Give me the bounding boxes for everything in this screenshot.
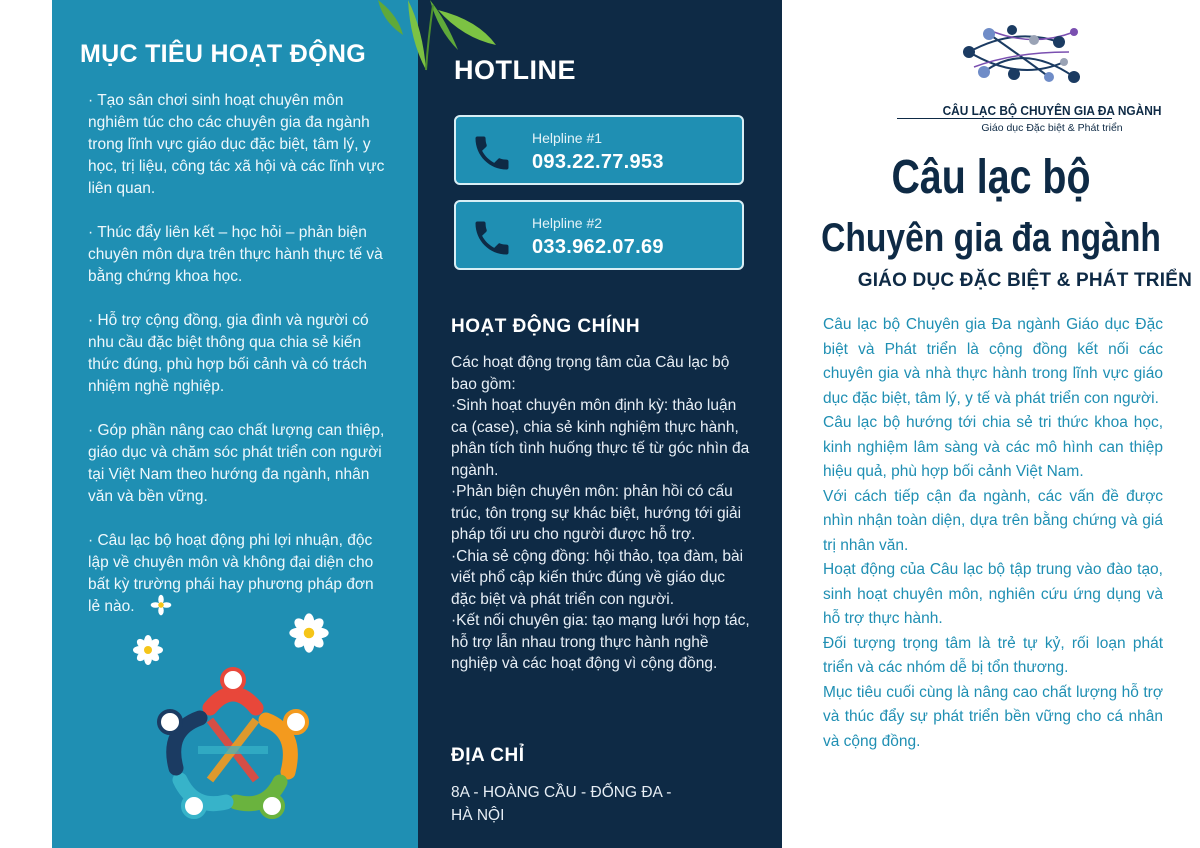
- goal-item: · Góp phần nâng cao chất lượng can thiệp, giáo dục và chăm sóc phát triển con người tại Việt Nam theo hướng đa ngành, nhân văn và bền vững.: [88, 422, 385, 505]
- description-paragraph: Với cách tiếp cận đa ngành, các vấn đề được nhìn nhận toàn diện, dựa trên bằng chứng và giá trị nhân văn.: [823, 487, 1163, 554]
- helpline-card[interactable]: [454, 200, 744, 270]
- description-paragraph: Mục tiêu cuối cùng là nâng cao chất lượng hỗ trợ và thúc đẩy sự phát triển bền vững cho cá nhân và cộng đồng.: [823, 683, 1163, 750]
- address-line: HÀ NỘI: [451, 807, 505, 824]
- description: [823, 313, 1163, 754]
- main-subtitle: GIÁO DỤC ĐẶC BIỆT & PHÁT TRIỂN: [857, 270, 1192, 291]
- logo-name: CÂU LẠC BỘ CHUYÊN GIA ĐA NGÀNH: [942, 104, 1162, 118]
- logo-subtitle: Giáo dục Đặc biệt & Phát triển: [981, 122, 1123, 134]
- helpline-label: Helpline #2: [532, 215, 603, 231]
- helpline-number[interactable]: 093.22.77.953: [532, 151, 664, 173]
- community-circle-icon: [148, 660, 318, 830]
- description-paragraph: Câu lạc bộ Chuyên gia Đa ngành Giáo dục Đặc biệt và Phát triển là cộng đồng kết nối các chuyên gia và nhà thực hành trong lĩnh vực giáo dục đặc biệt, tâm lý, y tế và phát triển con người.: [823, 316, 1163, 407]
- activity-item: ·Chia sẻ cộng đồng: hội thảo, tọa đàm, bài viết phổ cập kiến thức đúng về giáo dục đặc biệt và phát triển con người.: [451, 547, 744, 608]
- helpline-card[interactable]: [454, 115, 744, 185]
- club-logo-icon: [954, 22, 1084, 92]
- phone-icon: [470, 131, 514, 175]
- helpline-number[interactable]: 033.962.07.69: [532, 236, 664, 258]
- left-panel: [52, 0, 418, 848]
- helpline-label: Helpline #1: [532, 130, 603, 146]
- goals-list: [88, 90, 388, 640]
- main-title-line1: Câu lạc bộ: [891, 151, 1091, 204]
- address-text: [451, 781, 751, 827]
- description-paragraph: Câu lạc bộ hướng tới chia sẻ tri thức khoa học, kinh nghiệm lâm sàng và các mô hình can thiệp hiệu quả, phù hợp bối cảnh Việt Nam.: [823, 414, 1163, 480]
- goal-item: · Câu lạc bộ hoạt động phi lợi nhuận, độc lập về chuyên môn và không đại diện cho bất kỳ trường phái hay phương pháp đơn lẻ nào.: [88, 532, 374, 615]
- flower-icon: [150, 594, 172, 616]
- goal-item: · Thúc đẩy liên kết – học hỏi – phản biện chuyên môn dựa trên thực hành thực tế và bằng chứng khoa học.: [88, 224, 383, 285]
- activities-list: [451, 352, 751, 675]
- goals-title: MỤC TIÊU HOẠT ĐỘNG: [80, 40, 366, 68]
- middle-panel: [418, 0, 782, 848]
- phone-icon: [470, 216, 514, 260]
- right-panel: [782, 0, 1200, 848]
- hotline-title: HOTLINE: [454, 55, 576, 85]
- logo-divider: [897, 118, 1112, 119]
- activity-item: ·Phản biện chuyên môn: phản hồi có cấu trúc, tôn trọng sự khác biệt, hướng tới giải pháp tối ưu cho người được hỗ trợ.: [451, 483, 742, 543]
- activities-intro: Các hoạt động trọng tâm của Câu lạc bộ bao gồm:: [451, 354, 730, 393]
- activity-item: ·Kết nối chuyên gia: tạo mạng lưới hợp tác, hỗ trợ lẫn nhau trong thực hành nghề nghiệp và các hoạt động vì cộng đồng.: [451, 612, 750, 672]
- goal-item: · Tạo sân chơi sinh hoạt chuyên môn nghiêm túc cho các chuyên gia đa ngành trong lĩnh vực giáo dục đặc biệt, tâm lý, y học, trị liệu, công tác xã hội và các lĩnh vực liên quan.: [88, 92, 385, 197]
- address-title: ĐỊA CHỈ: [451, 745, 525, 766]
- address-line: 8A - HOÀNG CẦU - ĐỐNG ĐA -: [451, 784, 672, 801]
- main-title-line2: Chuyên gia đa ngành: [821, 216, 1161, 260]
- goal-item: · Hỗ trợ cộng đồng, gia đình và người có nhu cầu đặc biệt thông qua chia sẻ kiến thức đúng, phù hợp bối cảnh và có trách nhiệm nghề nghiệp.: [88, 312, 369, 395]
- description-paragraph: Đối tượng trọng tâm là trẻ tự kỷ, rối loạn phát triển và các nhóm dễ bị tổn thương.: [823, 634, 1163, 676]
- activities-title: HOẠT ĐỘNG CHÍNH: [451, 316, 641, 337]
- description-paragraph: Hoạt động của Câu lạc bộ tập trung vào đào tạo, sinh hoạt chuyên môn, nghiên cứu ứng dụng và hỗ trợ thực hành.: [823, 561, 1163, 627]
- flower-icon: [288, 612, 330, 654]
- activity-item: ·Sinh hoạt chuyên môn định kỳ: thảo luận ca (case), chia sẻ kinh nghiệm thực hành, phân tích tình huống thực tế từ góc nhìn đa ngành.: [451, 397, 750, 479]
